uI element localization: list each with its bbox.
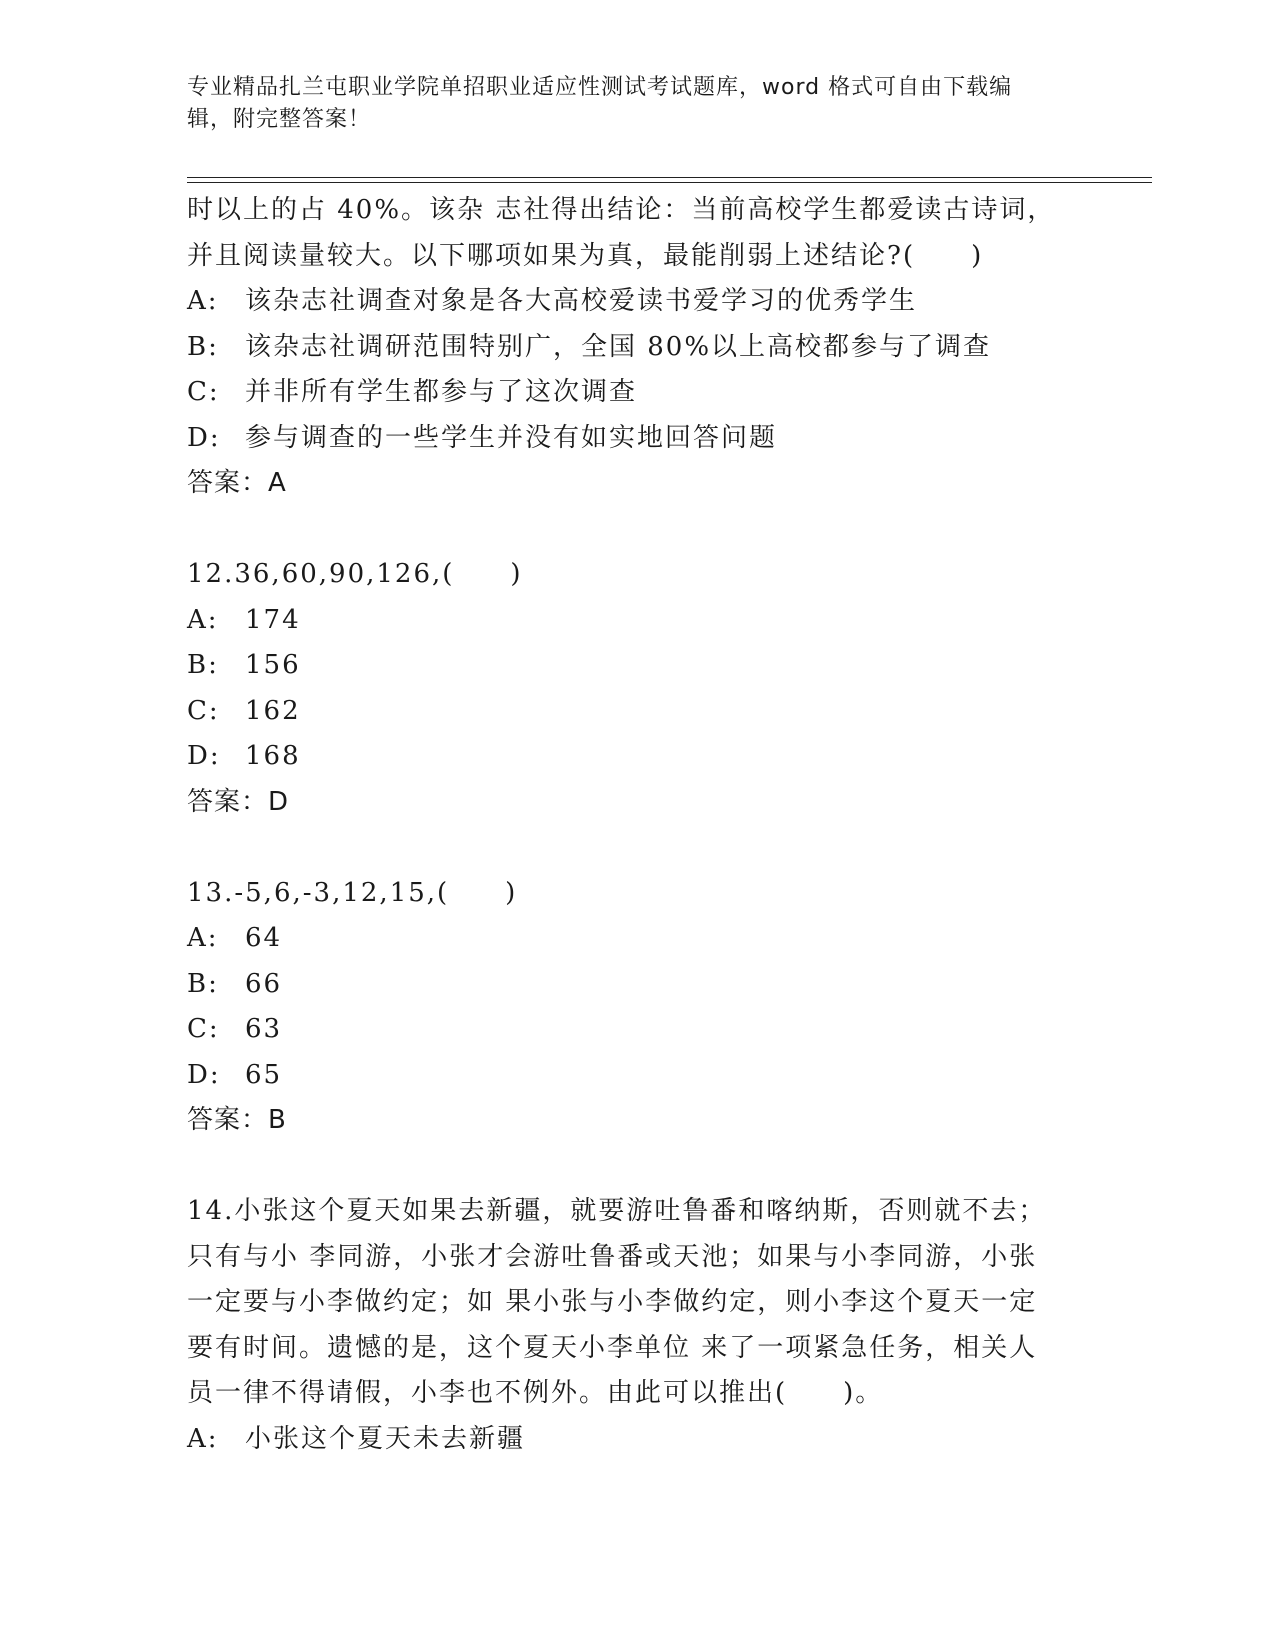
header-line-1: 专业精品扎兰屯职业学院单招职业适应性测试考试题库，word 格式可自由下载编 — [187, 75, 1013, 100]
header-divider-top — [187, 177, 1152, 178]
option-letter: A: — [187, 604, 219, 635]
option-text: 该杂志社调查对象是各大高校爱读书爱学习的优秀学生 — [245, 286, 918, 316]
option-a — [187, 279, 1087, 325]
question-content — [187, 188, 1087, 1462]
question-12 — [187, 552, 1087, 825]
spacer — [187, 825, 1087, 871]
option-c — [187, 689, 1087, 735]
option-text: 66 — [245, 968, 283, 999]
answer-line: 答案：A — [187, 468, 287, 498]
question-14 — [187, 1189, 1087, 1462]
question-text-line: 一定要与小李做约定；如 果小张与小李做约定，则小李这个夏天一定 — [187, 1287, 1038, 1317]
option-letter: D: — [187, 1059, 221, 1090]
question-13 — [187, 871, 1087, 1144]
option-d — [187, 734, 1087, 780]
option-b — [187, 643, 1087, 689]
option-text: 65 — [245, 1059, 283, 1090]
question-text: 13.-5,6,-3,12,15,( ) — [187, 877, 518, 908]
option-text: 63 — [245, 1014, 283, 1044]
spacer — [187, 1144, 1087, 1190]
option-letter: B: — [187, 331, 219, 362]
option-d — [187, 1053, 1087, 1099]
option-c — [187, 370, 1087, 416]
question-text: 12.36,60,90,126,( ) — [187, 559, 523, 589]
option-a — [187, 598, 1087, 644]
document-header — [187, 72, 1087, 136]
option-text: 参与调查的一些学生并没有如实地回答问题 — [245, 422, 778, 453]
spacer — [187, 507, 1087, 553]
option-letter: D: — [187, 741, 221, 771]
question-text-line: 14.小张这个夏天如果去新疆，就要游吐鲁番和喀纳斯，否则就不去； — [187, 1196, 1047, 1226]
option-text: 156 — [245, 650, 301, 680]
option-d — [187, 416, 1087, 462]
answer-line: 答案：B — [187, 1105, 287, 1135]
option-text: 174 — [245, 604, 301, 635]
header-line-2: 辑，附完整答案！ — [187, 107, 372, 132]
option-b — [187, 325, 1087, 371]
option-text: 168 — [245, 741, 301, 771]
answer-line: 答案：D — [187, 786, 290, 817]
option-text: 并非所有学生都参与了这次调查 — [245, 377, 638, 407]
question-text-line: 员一律不得请假，小李也不例外。由此可以推出( )。 — [187, 1378, 884, 1408]
option-b — [187, 962, 1087, 1008]
question-text-line: 要有时间。遗憾的是，这个夏天小李单位 来了一项紧急任务，相关人 — [187, 1332, 1038, 1363]
option-letter: C: — [187, 377, 220, 407]
option-letter: A: — [187, 923, 219, 953]
option-a — [187, 1417, 1087, 1463]
question-text-line: 时以上的占 40%。该杂 志社得出结论：当前高校学生都爱读古诗词， — [187, 195, 1056, 225]
question-text-line: 并且阅读量较大。以下哪项如果为真，最能削弱上述结论?( ) — [187, 240, 984, 271]
option-letter: B: — [187, 650, 219, 680]
option-text: 该杂志社调研范围特别广，全国 80%以上高校都参与了调查 — [245, 331, 992, 362]
option-letter: A: — [187, 1423, 219, 1454]
question-text-line: 只有与小 李同游，小张才会游吐鲁番或天池；如果与小李同游，小张 — [187, 1241, 1038, 1272]
option-letter: D: — [187, 422, 221, 453]
question-11 — [187, 188, 1087, 507]
option-text: 小张这个夏天未去新疆 — [245, 1423, 526, 1454]
option-letter: B: — [187, 968, 219, 999]
option-letter: C: — [187, 1014, 220, 1044]
option-text: 64 — [245, 923, 283, 953]
option-a — [187, 916, 1087, 962]
option-letter: C: — [187, 695, 220, 726]
option-letter: A: — [187, 286, 219, 316]
header-divider-bottom — [187, 182, 1152, 183]
option-text: 162 — [245, 695, 301, 726]
option-c — [187, 1007, 1087, 1053]
